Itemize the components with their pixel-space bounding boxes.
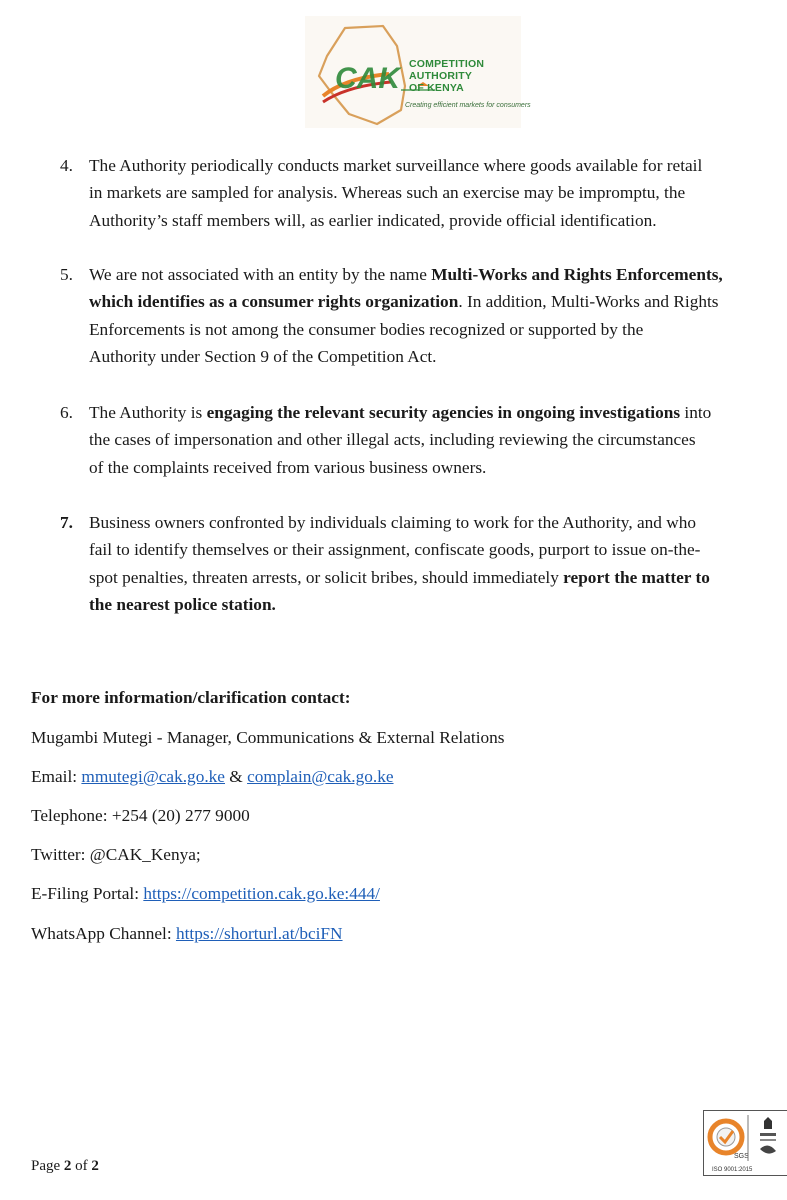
item-number: 7.	[60, 513, 73, 532]
item-line: Enforcements is not among the consumer bodies recognized or supported by the	[89, 319, 644, 339]
sgs-certification-icon	[704, 1111, 787, 1175]
item-text-bold: the nearest police station.	[89, 595, 276, 615]
list-item-6	[60, 399, 787, 481]
page-current: 2	[63, 1158, 72, 1174]
page-number	[31, 1158, 99, 1175]
item-line: in markets are sampled for analysis. Whereas such an exercise may be impromptu, the	[89, 183, 686, 203]
contact-person: Mugambi Mutegi - Manager, Communications & External Relations	[31, 728, 505, 747]
logo-tagline: Creating efficient markets for consumers	[405, 102, 531, 109]
logo-name-line3: OF KENYA	[409, 82, 464, 94]
logo-name	[409, 58, 484, 94]
item-line	[89, 564, 787, 591]
list-item-4	[60, 152, 787, 234]
item-line: the cases of impersonation and other illegal acts, including reviewing the circumstances	[89, 430, 696, 450]
page-prefix: Page	[31, 1158, 64, 1174]
whatsapp-link[interactable]: https://shorturl.at/bciFN	[175, 924, 343, 943]
email-label: Email:	[31, 767, 82, 786]
iso-certification-badge	[703, 1110, 787, 1176]
list-item-5	[60, 261, 787, 371]
item-line	[89, 591, 787, 618]
item-line	[89, 399, 787, 426]
cak-logo	[305, 16, 531, 128]
item-text-bold: Multi-Works and Rights Enforcements,	[431, 265, 723, 284]
contact-telephone: Telephone: +254 (20) 277 9000	[31, 806, 250, 825]
list-item-7	[60, 509, 787, 619]
item-text: spot penalties, threaten arrests, or solicit bribes, should immediately	[89, 567, 564, 587]
item-line: of the complaints received from various business owners.	[89, 457, 487, 477]
item-text: We are not associated with an entity by the name	[89, 265, 432, 284]
page-total: 2	[91, 1158, 99, 1174]
page-of: of	[71, 1158, 92, 1174]
item-line: fail to identify themselves or their assignment, confiscate goods, purport to issue on-the-	[89, 540, 701, 560]
item-number: 4.	[60, 156, 73, 175]
cert-caption-text: ISO 9001:2015	[712, 1167, 753, 1173]
efiling-link[interactable]: https://competition.cak.go.ke:444/	[143, 884, 380, 903]
item-line	[89, 261, 787, 288]
contact-heading: For more information/clarification contact:	[31, 688, 351, 707]
efiling-label: E-Filing Portal:	[31, 884, 144, 903]
logo-name-line2: AUTHORITY	[409, 70, 473, 82]
item-text: into	[680, 403, 712, 422]
item-line: Business owners confronted by individuals claiming to work for the Authority, and who	[89, 513, 696, 532]
cert-mark-text: SGS	[734, 1153, 749, 1160]
item-text: The Authority is	[89, 403, 207, 422]
logo-monogram: CAK	[335, 62, 400, 95]
contact-email	[31, 767, 394, 787]
item-number: 5.	[60, 265, 73, 284]
email-separator: &	[224, 767, 248, 786]
logo-name-line1: COMPETITION	[409, 58, 485, 70]
contact-whatsapp	[31, 924, 343, 944]
item-line: The Authority periodically conducts market surveillance where goods available for retail	[89, 156, 703, 175]
item-text-bold: which identifies as a consumer rights organization	[89, 292, 459, 312]
email-link-complaints[interactable]: complain@cak.go.ke	[247, 767, 394, 786]
item-number: 6.	[60, 403, 73, 422]
email-link-primary[interactable]: mmutegi@cak.go.ke	[81, 767, 225, 786]
contact-efiling	[31, 884, 380, 904]
item-line: Authority’s staff members will, as earlier indicated, provide official identification.	[89, 210, 657, 230]
item-text-bold: report the matter to	[563, 567, 710, 587]
item-line	[89, 288, 787, 315]
whatsapp-label: WhatsApp Channel:	[31, 924, 176, 943]
item-text-bold: engaging the relevant security agencies in ongoing investigations	[206, 403, 681, 422]
item-line: Authority under Section 9 of the Competition Act.	[89, 347, 437, 367]
contact-twitter: Twitter: @CAK_Kenya;	[31, 845, 201, 864]
item-text: . In addition, Multi-Works and Rights	[458, 292, 719, 312]
